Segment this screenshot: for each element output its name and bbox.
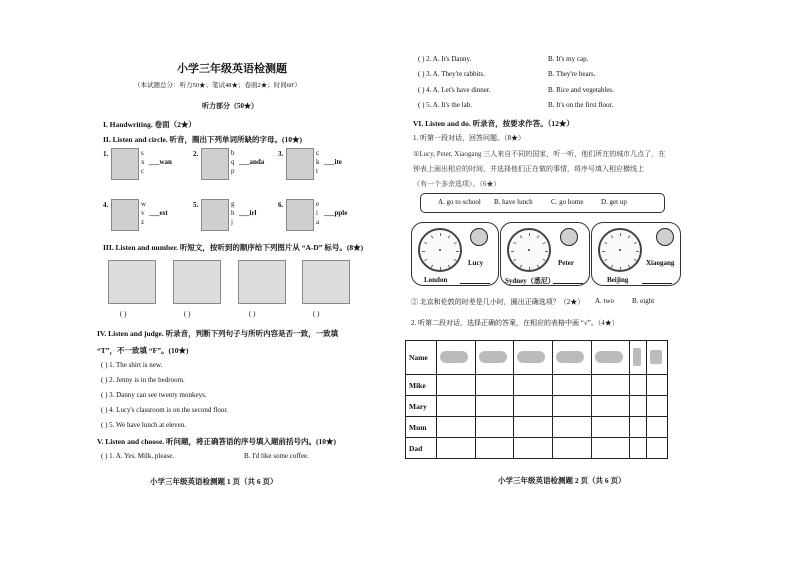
letter-option[interactable]: p — [231, 167, 235, 175]
clock-tick — [604, 242, 607, 244]
scene-picture-4 — [302, 260, 350, 304]
section-5-heading: V. Listen and choose. 听问题，将正确答语的序号填入题前括号内。(10★) — [97, 437, 337, 446]
judge-item: ( ) 2. Jenny is in the bedroom. — [101, 376, 185, 384]
answer-bracket[interactable]: ( ) — [249, 310, 256, 318]
clock-tick — [513, 242, 516, 244]
clock-tick — [520, 235, 522, 238]
clock-tick — [424, 242, 427, 244]
scene-picture-2 — [173, 260, 221, 304]
letter-option[interactable]: w — [141, 200, 147, 208]
part-1-question: （有一个多余选项）。（6★） — [413, 180, 501, 188]
item-number: 6. — [278, 201, 284, 209]
table-cell[interactable] — [553, 375, 592, 396]
child-avatar-icon — [560, 228, 578, 246]
part-1-question: 钟表上画出相应的时间，并选择他们正在做的事情，将序号填入相应横线上 — [413, 165, 644, 173]
answer-line[interactable] — [460, 283, 490, 284]
answer-bracket[interactable]: ( ) — [313, 310, 320, 318]
choose-item-option-b: B. It's on the first floor. — [548, 101, 614, 109]
letter-option[interactable]: z — [141, 218, 145, 226]
part-2-heading: 2. 听第二段对话，选择正确的答案，在相应的表格中画 “√”。（4★） — [411, 319, 619, 327]
table-cell[interactable] — [475, 438, 514, 459]
table-cell[interactable] — [646, 438, 667, 459]
table-header-name: Name — [406, 341, 437, 375]
table-cell[interactable] — [437, 375, 476, 396]
letter-option[interactable]: g — [231, 200, 235, 208]
rice-icon — [553, 341, 592, 375]
table-cell[interactable] — [514, 438, 553, 459]
letter-option[interactable]: i — [316, 209, 318, 217]
table-cell[interactable] — [630, 438, 647, 459]
chicken-icon — [514, 341, 553, 375]
table-cell[interactable] — [553, 417, 592, 438]
table-cell[interactable] — [475, 417, 514, 438]
clock-tick — [543, 259, 546, 261]
section-4-heading: IV. Listen and judge. 听录音，判断下列句子与所听内容是否一致，一致填 — [97, 329, 339, 338]
picture-icon — [201, 199, 229, 231]
table-cell[interactable] — [514, 375, 553, 396]
clock-face-icon[interactable] — [418, 228, 462, 272]
letter-option[interactable]: s — [141, 149, 144, 157]
time-difference-option-a[interactable]: A. two — [595, 297, 615, 305]
row-name-mary: Mary — [406, 396, 437, 417]
row-name-mum: Mum — [406, 417, 437, 438]
section-2-heading: II. Listen and circle. 听音，圈出下列单词所缺的字母。(10★) — [103, 135, 303, 144]
part-1-question: ①Lucy, Peter, Xiaogang 三人来自不同的国家，听一听，他们所在的城市几点了，在 — [413, 150, 666, 158]
table-cell[interactable] — [437, 438, 476, 459]
letter-option[interactable]: b — [231, 149, 235, 157]
table-cell[interactable] — [553, 396, 592, 417]
table-cell[interactable] — [591, 417, 630, 438]
section-4-heading-cont: “T”，不一致填 “F”。(10★) — [97, 346, 189, 355]
fish-icon — [437, 341, 476, 375]
word-blank: ___irl — [239, 209, 257, 217]
clock-face-icon[interactable] — [598, 228, 642, 272]
clock-tick — [634, 242, 637, 244]
clock-tick — [424, 259, 427, 261]
clock-tick — [537, 235, 539, 238]
clock-tick — [628, 265, 630, 268]
word-blank: ___ite — [324, 158, 342, 166]
table-cell[interactable] — [437, 417, 476, 438]
clock-tick — [440, 233, 441, 236]
answer-line[interactable] — [553, 283, 583, 284]
clock-tick — [448, 265, 450, 268]
child-avatar-icon — [656, 228, 674, 246]
choose-item-option-b: B. I'd like some coffee. — [244, 452, 309, 460]
word-blank: ___wan — [149, 158, 172, 166]
table-cell[interactable] — [646, 396, 667, 417]
time-difference-question: ② 北京和伦敦的时差是几小时，圈出正确选项？（2★） — [411, 298, 585, 306]
clock-tick — [513, 259, 516, 261]
city-label-sydney: Sydney（悉尼） — [505, 277, 555, 285]
option-d: D. get up — [601, 198, 627, 206]
food-choice-table — [405, 340, 668, 459]
picture-icon — [111, 199, 139, 231]
table-cell[interactable] — [591, 396, 630, 417]
clock-face-icon[interactable] — [507, 228, 551, 272]
judge-item: ( ) 3. Danny can see twenty monkeys. — [101, 391, 207, 399]
option-b: B. have lunch — [494, 198, 533, 206]
letter-option[interactable]: j — [231, 218, 233, 226]
clock-tick — [537, 265, 539, 268]
city-label-beijing: Beijing — [607, 276, 629, 284]
child-name-xiaogang: Xiaogang — [646, 259, 675, 267]
letter-option[interactable]: e — [316, 200, 320, 208]
section-3-heading: III. Listen and number. 听短文，按听到的顺序给下列图片从 “A-D” 标号。(8★) — [103, 243, 364, 252]
choose-item-option-a: ( ) 2. A. It's Danny. — [418, 55, 472, 63]
clock-tick — [634, 259, 637, 261]
answer-bracket[interactable]: ( ) — [184, 310, 191, 318]
page-footer-right: 小学三年级英语检测题 2 页（共 6 页） — [498, 476, 626, 485]
scene-picture-1 — [108, 260, 156, 304]
table-cell[interactable] — [630, 417, 647, 438]
letter-option[interactable]: x — [141, 158, 145, 166]
clock-tick — [628, 235, 630, 238]
clock-tick — [543, 242, 546, 244]
table-cell[interactable] — [630, 396, 647, 417]
letter-option[interactable]: q — [231, 158, 235, 166]
clock-tick — [545, 251, 548, 252]
letter-option[interactable]: t — [316, 167, 318, 175]
clock-tick — [620, 233, 621, 236]
item-number: 5. — [193, 201, 199, 209]
picture-icon — [286, 199, 314, 231]
row-name-dad: Dad — [406, 438, 437, 459]
listening-part-heading: 听力部分（50★） — [202, 102, 258, 110]
table-cell[interactable] — [591, 438, 630, 459]
choose-item-option-b: B. Rice and vegetables. — [548, 86, 614, 94]
clock-tick — [611, 235, 613, 238]
judge-item: ( ) 4. Lucy's classroom is on the second floor. — [101, 406, 229, 414]
letter-option[interactable]: c — [316, 149, 320, 157]
clock-tick — [620, 267, 621, 270]
table-cell[interactable] — [475, 375, 514, 396]
answer-line[interactable] — [642, 283, 672, 284]
letter-option[interactable]: h — [231, 209, 235, 217]
option-c: C. go home — [551, 198, 584, 206]
clock-tick — [529, 267, 530, 270]
item-number: 3. — [278, 150, 284, 158]
page-title: 小学三年级英语检测题 — [177, 63, 287, 75]
page-footer-left: 小学三年级英语检测题 1 页（共 6 页） — [150, 477, 278, 486]
clock-tick — [422, 251, 425, 252]
item-number: 2. — [193, 150, 199, 158]
choose-item-option-a: ( ) 3. A. They're rabbits. — [418, 70, 485, 78]
choose-item-option-b: B. It's my cap. — [548, 55, 589, 63]
clock-tick — [529, 233, 530, 236]
clock-tick — [604, 259, 607, 261]
letter-option[interactable]: a — [316, 218, 320, 226]
clock-tick — [454, 259, 457, 261]
item-number: 1. — [103, 150, 109, 158]
judge-item: ( ) 1. The shirt is new. — [101, 361, 163, 369]
table-cell[interactable] — [437, 396, 476, 417]
judge-item: ( ) 5. We have lunch at eleven. — [101, 421, 187, 429]
child-name-peter: Peter — [558, 259, 574, 267]
clock-tick — [448, 235, 450, 238]
scene-picture-3 — [238, 260, 286, 304]
time-difference-option-b[interactable]: B. eight — [632, 297, 655, 305]
noodles-icon — [475, 341, 514, 375]
word-blank: ___est — [149, 209, 168, 217]
table-cell[interactable] — [630, 375, 647, 396]
word-blank: ___pple — [324, 209, 348, 217]
table-cell[interactable] — [514, 417, 553, 438]
letter-option[interactable]: v — [141, 209, 145, 217]
picture-icon — [286, 148, 314, 180]
part-1-heading: 1. 听第一段对话，回答问题。（8★） — [413, 134, 525, 142]
clock-tick — [520, 265, 522, 268]
bread-icon — [591, 341, 630, 375]
city-label-london: London — [424, 276, 448, 284]
letter-option[interactable]: k — [316, 158, 320, 166]
table-cell[interactable] — [646, 417, 667, 438]
child-name-lucy: Lucy — [468, 259, 484, 267]
choose-item-option-b: B. They're bears. — [548, 70, 596, 78]
choose-item-option-a: ( ) 4. A. Let's have dinner. — [418, 86, 491, 94]
option-a: A. go to school — [438, 198, 481, 206]
row-name-mike: Mike — [406, 375, 437, 396]
answer-bracket[interactable]: ( ) — [120, 310, 127, 318]
juice-icon — [646, 341, 667, 375]
clock-tick — [431, 265, 433, 268]
choose-item-option-a: ( ) 5. A. It's the lab. — [418, 101, 472, 109]
table-cell[interactable] — [553, 438, 592, 459]
picture-icon — [201, 148, 229, 180]
clock-tick — [454, 242, 457, 244]
clock-tick — [440, 267, 441, 270]
clock-tick — [431, 235, 433, 238]
table-cell[interactable] — [646, 375, 667, 396]
table-cell[interactable] — [591, 375, 630, 396]
clock-tick — [456, 251, 459, 252]
clock-tick — [636, 251, 639, 252]
picture-icon — [111, 148, 139, 180]
choose-item-question: ( ) 1. A. Yes. Milk, please. — [101, 452, 175, 460]
milk-icon — [630, 341, 647, 375]
clock-tick — [611, 265, 613, 268]
section-6-heading: VI. Listen and do. 听录音，按要求作答。（12★） — [413, 119, 574, 128]
table-cell[interactable] — [475, 396, 514, 417]
clock-tick — [511, 251, 514, 252]
clock-tick — [602, 251, 605, 252]
section-1-heading: I. Handwriting. 卷面（2★） — [103, 120, 196, 129]
table-cell[interactable] — [514, 396, 553, 417]
letter-option[interactable]: c — [141, 167, 145, 175]
word-blank: ___anda — [239, 158, 265, 166]
child-avatar-icon — [470, 228, 488, 246]
exam-subtitle: （本试题总分：听力50★；笔试48★；卷面2★；时间60'） — [134, 82, 301, 89]
item-number: 4. — [103, 201, 109, 209]
